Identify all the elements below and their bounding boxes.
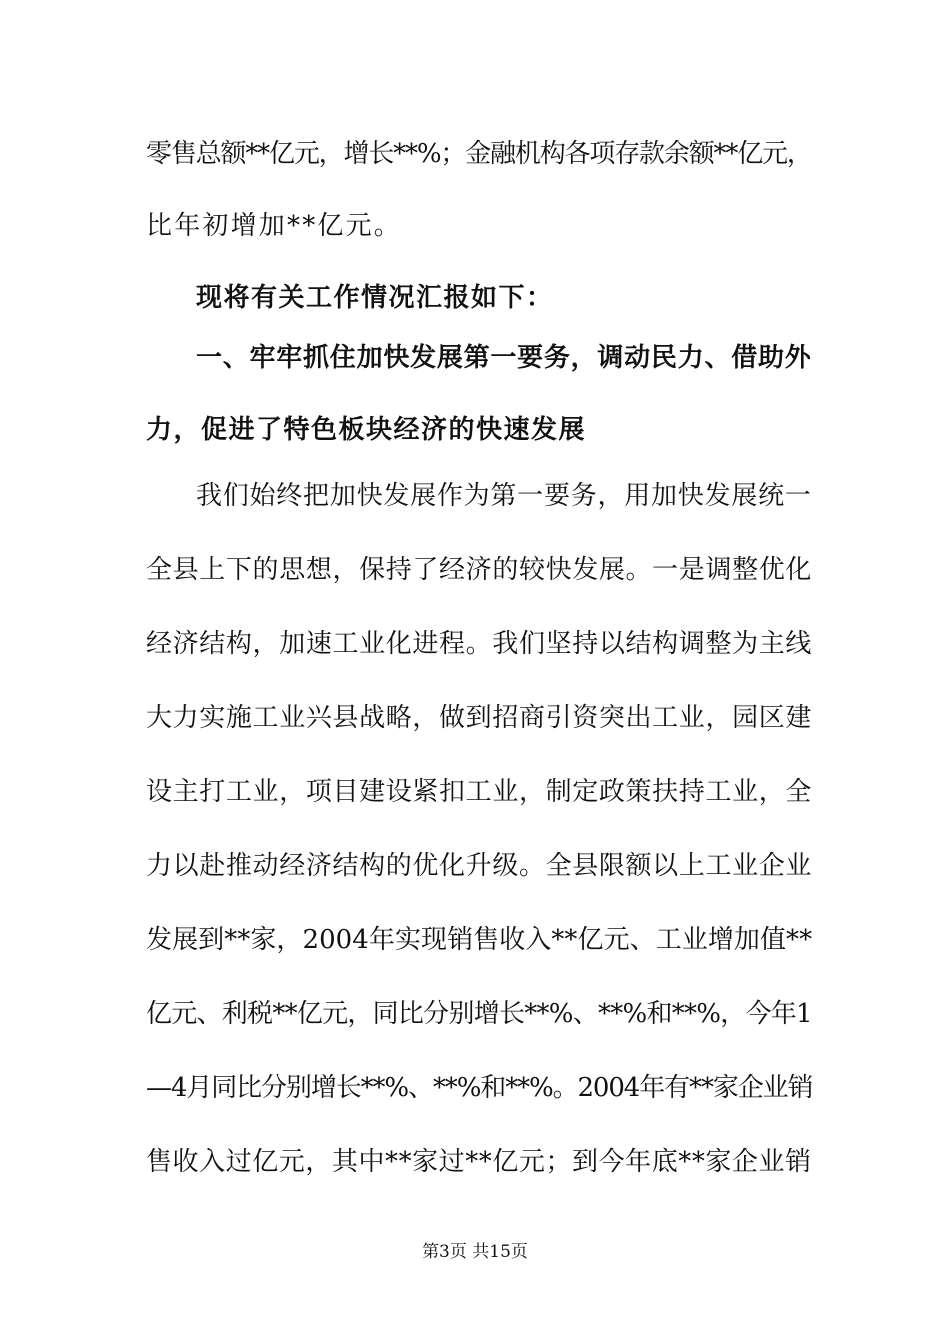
paragraph-line-9: —4月同比分别增长**%、**%和**%。2004年有**家企业销	[146, 1073, 813, 1103]
paragraph-line-7: 发展到**家，2004年实现销售收入**亿元、工业增加值**	[146, 925, 813, 955]
paragraph-line-3: 经济结构，加速工业化进程。我们坚持以结构调整为主线	[146, 629, 813, 659]
text-line-1: 零售总额**亿元，增长**%；金融机构各项存款余额**亿元，	[146, 139, 812, 169]
paragraph-line-5: 设主打工业，项目建设紧扣工业，制定政策扶持工业，全	[146, 777, 813, 807]
page-number-label: 第3页 共15页	[422, 1242, 528, 1262]
paragraph-line-8: 亿元、利税**亿元，同比分别增长**%、**%和**%，今年1	[146, 999, 812, 1029]
paragraph-line-10: 售收入过亿元，其中**家过**亿元；到今年底**家企业销	[146, 1147, 812, 1177]
paragraph-line-4: 大力实施工业兴县战略，做到招商引资突出工业，园区建	[146, 703, 813, 733]
section-heading-line-2: 力，促进了特色板块经济的快速发展	[146, 415, 587, 445]
paragraph-line-1: 我们始终把加快发展作为第一要务，用加快发展统一	[196, 481, 812, 511]
section-heading-line-1: 一、牢牢抓住加快发展第一要务，调动民力、借助外	[196, 343, 812, 373]
paragraph-line-6: 力以赴推动经济结构的优化升级。全县限额以上工业企业	[146, 851, 813, 881]
text-line-2: 比年初增加**亿元。	[146, 211, 403, 241]
page-footer	[0, 1240, 950, 1264]
intro-line: 现将有关工作情况汇报如下：	[196, 283, 554, 313]
paragraph-line-2: 全县上下的思想，保持了经济的较快发展。一是调整优化	[146, 555, 813, 585]
